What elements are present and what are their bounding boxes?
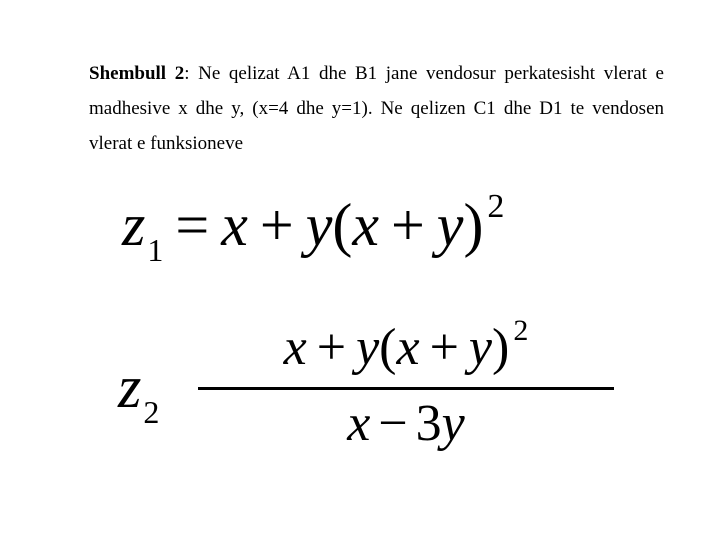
num-y-term: y bbox=[356, 319, 380, 376]
x-term: x bbox=[221, 192, 248, 258]
fraction-numerator bbox=[198, 314, 614, 383]
y-term: y bbox=[305, 192, 333, 258]
z1-subscript: 1 bbox=[147, 232, 164, 268]
num-exponent: 2 bbox=[513, 314, 529, 347]
plus-sign: + bbox=[259, 192, 294, 258]
fraction-denominator bbox=[198, 396, 614, 452]
num-x-term: x bbox=[283, 319, 307, 376]
example-paragraph bbox=[89, 56, 664, 161]
y-term-inner: y bbox=[436, 192, 464, 258]
num-x-term-inner: x bbox=[396, 319, 420, 376]
formula-z2-fraction bbox=[198, 314, 614, 452]
example-heading: Shembull 2 bbox=[89, 63, 185, 84]
x-term-inner: x bbox=[352, 192, 379, 258]
formula-z1 bbox=[122, 188, 505, 268]
z1-variable: z bbox=[122, 192, 146, 258]
den-x-term: x bbox=[347, 395, 371, 452]
equals-sign: = bbox=[175, 192, 210, 258]
num-y-term-inner: y bbox=[468, 319, 493, 376]
example-description: : Ne qelizat A1 dhe B1 jane vendosur perkatesisht vlerat e madhesive x dhe y, (x=4 dhe y=1). Ne qelizen C1 dhe D1 te vendosen vlerat e funksioneve bbox=[89, 63, 664, 154]
fraction-bar bbox=[198, 387, 614, 390]
exponent: 2 bbox=[487, 188, 505, 225]
z2-subscript: 2 bbox=[143, 394, 160, 430]
plus-sign-inner: + bbox=[390, 192, 425, 258]
den-coefficient: 3 bbox=[415, 395, 442, 452]
z2-variable: z bbox=[118, 354, 142, 420]
num-plus-sign: + bbox=[316, 319, 347, 376]
open-paren: ( bbox=[332, 192, 353, 258]
den-minus-sign: − bbox=[378, 395, 408, 452]
close-paren: ) bbox=[463, 192, 484, 258]
num-open-paren: ( bbox=[379, 319, 397, 376]
num-plus-sign-inner: + bbox=[429, 319, 459, 376]
num-close-paren: ) bbox=[492, 319, 510, 376]
formula-z2-label bbox=[118, 354, 159, 429]
den-y-term: y bbox=[441, 395, 465, 452]
